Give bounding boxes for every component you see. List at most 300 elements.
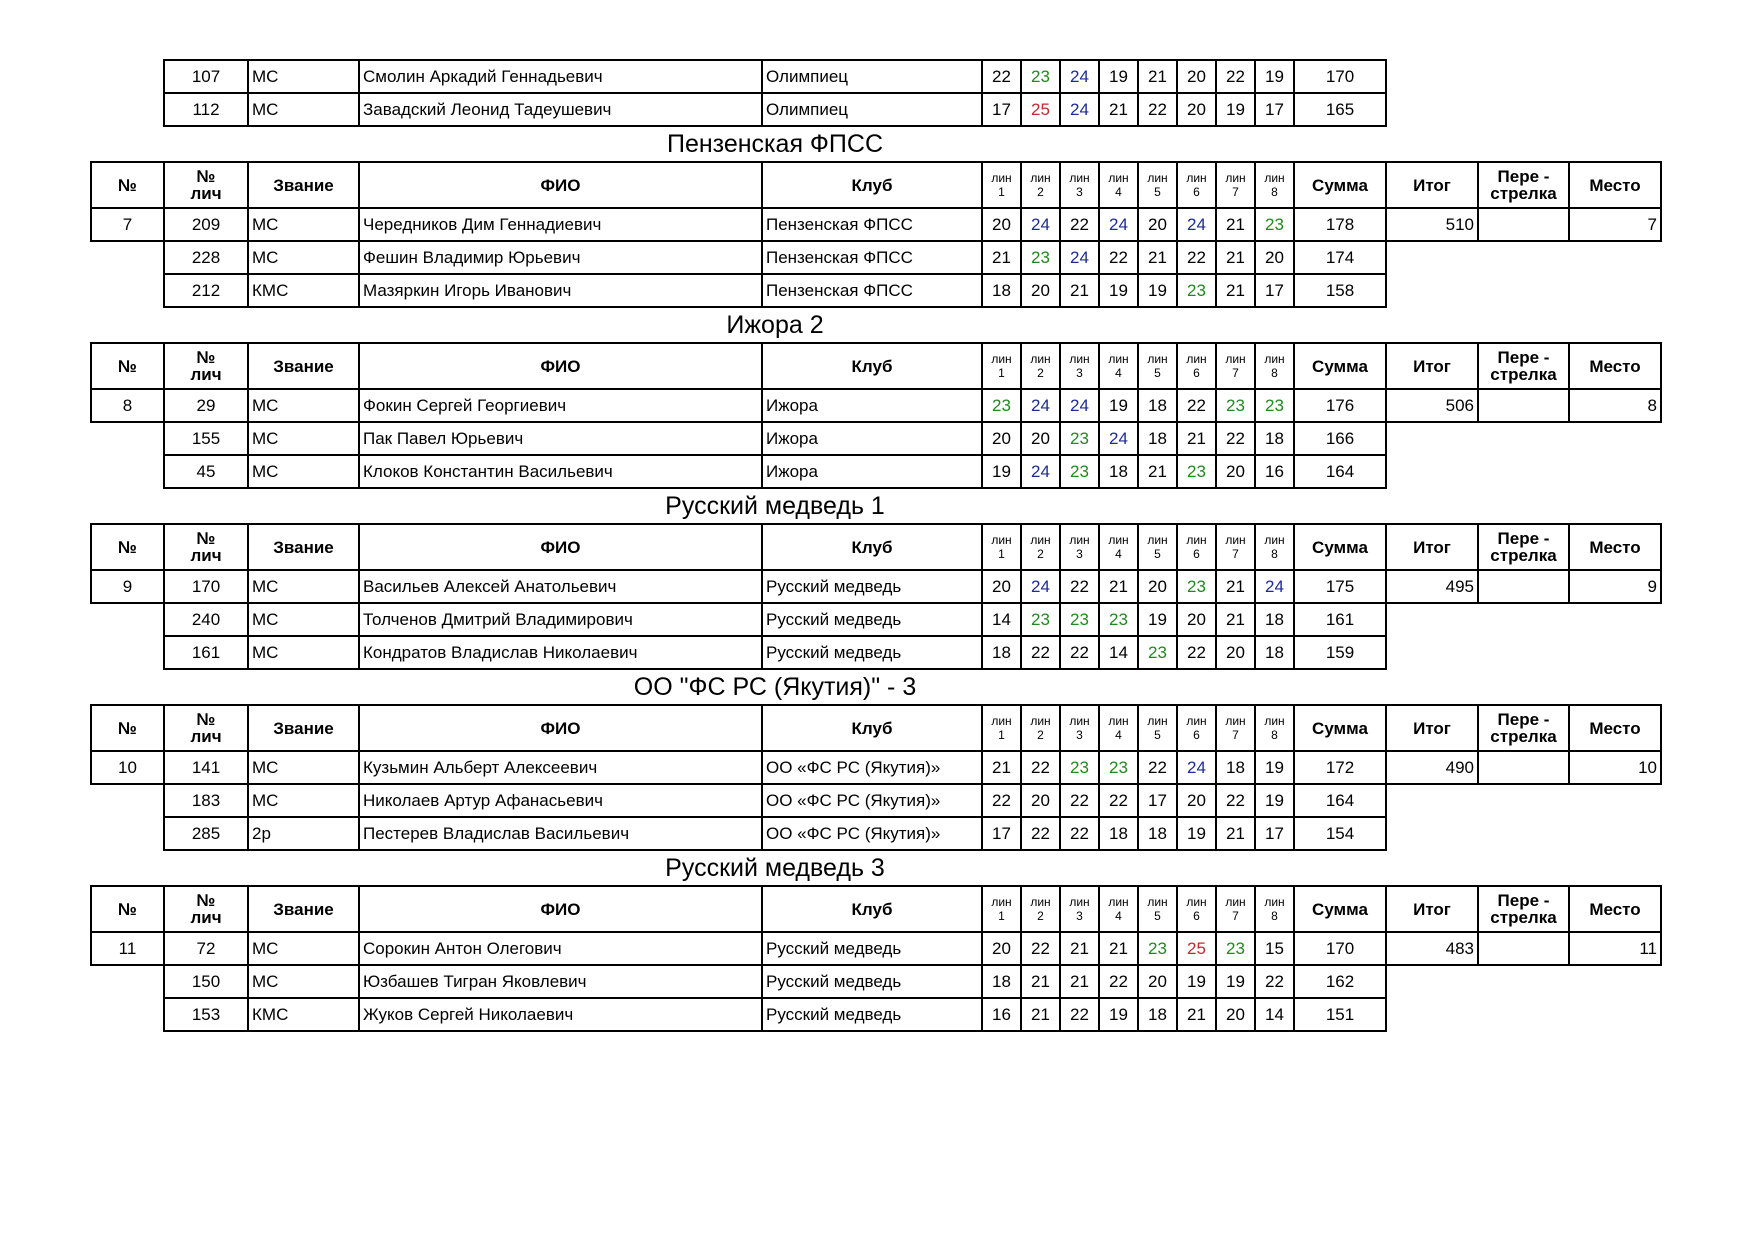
header-line-word: лин (1186, 714, 1207, 728)
header-personal-number-2: лич (190, 908, 222, 927)
header-line (1177, 705, 1216, 751)
header-num: № (91, 705, 164, 751)
line-score: 20 (1177, 603, 1216, 636)
table-header-row (91, 343, 1661, 389)
line-score: 17 (982, 817, 1021, 850)
full-name: Смолин Аркадий Геннадьевич (359, 60, 762, 93)
header-total: Итог (1386, 162, 1478, 208)
line-score: 24 (1177, 208, 1216, 241)
score-sum: 170 (1294, 932, 1386, 965)
line-score: 19 (1138, 603, 1177, 636)
score-sum: 176 (1294, 389, 1386, 422)
score-sum: 172 (1294, 751, 1386, 784)
score-sum: 151 (1294, 998, 1386, 1031)
line-score: 25 (1021, 93, 1060, 126)
header-num: № (91, 162, 164, 208)
empty-cell (91, 455, 164, 488)
score-sum: 158 (1294, 274, 1386, 307)
club: Ижора (762, 422, 982, 455)
rank: МС (248, 455, 359, 488)
empty-cell (1386, 274, 1661, 307)
header-line-word: лин (1264, 352, 1285, 366)
header-line (1060, 886, 1099, 932)
header-line-number: 6 (1193, 547, 1200, 561)
team-title-row (91, 850, 1661, 886)
table-header-row (91, 705, 1661, 751)
full-name: Мазяркин Игорь Иванович (359, 274, 762, 307)
empty-cell (91, 965, 164, 998)
full-name: Васильев Алексей Анатольевич (359, 570, 762, 603)
line-score: 23 (1099, 751, 1138, 784)
line-score: 22 (1060, 784, 1099, 817)
header-rank: Звание (248, 705, 359, 751)
header-name: ФИО (359, 886, 762, 932)
empty-cell (1386, 636, 1661, 669)
empty-cell (1386, 60, 1661, 93)
line-score: 21 (1216, 208, 1255, 241)
header-place: Место (1569, 886, 1661, 932)
header-line-word: лин (1147, 171, 1168, 185)
score-sum: 174 (1294, 241, 1386, 274)
header-line (1099, 705, 1138, 751)
line-score: 22 (1255, 965, 1294, 998)
full-name: Фокин Сергей Георгиевич (359, 389, 762, 422)
line-score: 22 (1021, 932, 1060, 965)
header-line-word: лин (1030, 895, 1051, 909)
header-line (1255, 705, 1294, 751)
header-line (1138, 162, 1177, 208)
empty-cell (91, 998, 164, 1031)
score-sum: 161 (1294, 603, 1386, 636)
line-score: 21 (1060, 274, 1099, 307)
line-score: 18 (1216, 751, 1255, 784)
header-line-number: 5 (1154, 547, 1161, 561)
header-personal-number (164, 886, 248, 932)
header-place: Место (1569, 343, 1661, 389)
line-score: 23 (982, 389, 1021, 422)
score-sum: 170 (1294, 60, 1386, 93)
club: Олимпиец (762, 60, 982, 93)
header-place: Место (1569, 705, 1661, 751)
header-personal-number-1: № (196, 167, 216, 186)
header-line-number: 1 (998, 366, 1005, 380)
header-line (1216, 886, 1255, 932)
rank: МС (248, 751, 359, 784)
header-line (1216, 162, 1255, 208)
line-score: 20 (1216, 998, 1255, 1031)
personal-number: 183 (164, 784, 248, 817)
header-line-number: 2 (1037, 909, 1044, 923)
header-name: ФИО (359, 162, 762, 208)
header-line (1138, 886, 1177, 932)
header-line (1255, 524, 1294, 570)
header-num: № (91, 343, 164, 389)
header-line-number: 8 (1271, 728, 1278, 742)
header-line (1216, 705, 1255, 751)
line-score: 23 (1099, 603, 1138, 636)
header-line-number: 2 (1037, 547, 1044, 561)
table-header-row (91, 886, 1661, 932)
header-line-word: лин (1147, 533, 1168, 547)
personal-number: 107 (164, 60, 248, 93)
line-score: 17 (1138, 784, 1177, 817)
header-personal-number (164, 705, 248, 751)
header-line-word: лин (1108, 352, 1129, 366)
table-row (91, 208, 1661, 241)
line-score: 22 (1060, 570, 1099, 603)
line-score: 25 (1177, 932, 1216, 965)
empty-cell (91, 603, 164, 636)
line-score: 22 (1138, 751, 1177, 784)
table-row (91, 422, 1661, 455)
line-score: 20 (1177, 93, 1216, 126)
header-line-number: 5 (1154, 366, 1161, 380)
line-score: 24 (1060, 60, 1099, 93)
line-score: 20 (1021, 784, 1060, 817)
line-score: 18 (982, 636, 1021, 669)
header-shootoff-2: стрелка (1490, 908, 1557, 927)
header-shootoff (1478, 524, 1569, 570)
header-rank: Звание (248, 524, 359, 570)
rank: МС (248, 636, 359, 669)
results-body (91, 60, 1661, 1031)
rank: МС (248, 60, 359, 93)
header-line-number: 8 (1271, 185, 1278, 199)
header-club: Клуб (762, 343, 982, 389)
header-line-number: 4 (1115, 909, 1122, 923)
header-line-number: 7 (1232, 728, 1239, 742)
header-line-word: лин (1264, 171, 1285, 185)
header-line (1021, 705, 1060, 751)
line-score: 22 (1021, 751, 1060, 784)
header-line-word: лин (991, 171, 1012, 185)
full-name: Завадский Леонид Тадеушевич (359, 93, 762, 126)
team-title: Пензенская ФПСС (666, 129, 884, 158)
line-score: 21 (982, 241, 1021, 274)
header-line-word: лин (1186, 533, 1207, 547)
line-score: 20 (982, 570, 1021, 603)
line-score: 20 (982, 208, 1021, 241)
line-score: 19 (1177, 817, 1216, 850)
header-line-number: 7 (1232, 547, 1239, 561)
line-score: 23 (1216, 389, 1255, 422)
header-line (982, 343, 1021, 389)
header-line-number: 2 (1037, 185, 1044, 199)
club: Русский медведь (762, 636, 982, 669)
line-score: 24 (1255, 570, 1294, 603)
header-line-number: 8 (1271, 547, 1278, 561)
team-title-row (91, 669, 1661, 705)
header-line (1060, 705, 1099, 751)
header-line (1099, 343, 1138, 389)
line-score: 19 (1099, 389, 1138, 422)
header-sum: Сумма (1294, 162, 1386, 208)
header-personal-number-1: № (196, 529, 216, 548)
header-personal-number-2: лич (190, 365, 222, 384)
rank: КМС (248, 998, 359, 1031)
full-name: Пестерев Владислав Васильевич (359, 817, 762, 850)
line-score: 20 (1138, 208, 1177, 241)
header-line-number: 4 (1115, 728, 1122, 742)
rank: МС (248, 422, 359, 455)
team-title: Ижора 2 (726, 310, 824, 339)
header-line-word: лин (1108, 714, 1129, 728)
team-total: 483 (1386, 932, 1478, 965)
team-title-row (91, 126, 1661, 162)
line-score: 22 (1099, 784, 1138, 817)
header-line (1060, 162, 1099, 208)
club: Русский медведь (762, 998, 982, 1031)
line-score: 24 (1177, 751, 1216, 784)
header-line-word: лин (1147, 352, 1168, 366)
line-score: 18 (1255, 636, 1294, 669)
full-name: Клоков Константин Васильевич (359, 455, 762, 488)
line-score: 22 (1216, 422, 1255, 455)
team-number: 8 (91, 389, 164, 422)
club: Русский медведь (762, 570, 982, 603)
personal-number: 141 (164, 751, 248, 784)
line-score: 23 (1021, 60, 1060, 93)
line-score: 22 (1099, 241, 1138, 274)
header-line (1060, 524, 1099, 570)
header-line (1138, 705, 1177, 751)
line-score: 21 (1138, 455, 1177, 488)
rank: МС (248, 389, 359, 422)
team-title: ОО "ФС РС (Якутия)" - 3 (633, 672, 917, 701)
header-line-word: лин (991, 714, 1012, 728)
line-score: 18 (1138, 422, 1177, 455)
rank: КМС (248, 274, 359, 307)
header-line-word: лин (1225, 352, 1246, 366)
header-total: Итог (1386, 705, 1478, 751)
header-sum: Сумма (1294, 524, 1386, 570)
line-score: 18 (1255, 603, 1294, 636)
line-score: 19 (1216, 93, 1255, 126)
line-score: 14 (982, 603, 1021, 636)
line-score: 21 (1216, 817, 1255, 850)
line-score: 19 (1216, 965, 1255, 998)
table-row (91, 93, 1661, 126)
header-club: Клуб (762, 886, 982, 932)
personal-number: 29 (164, 389, 248, 422)
rank: 2р (248, 817, 359, 850)
header-name: ФИО (359, 705, 762, 751)
score-sum: 154 (1294, 817, 1386, 850)
line-score: 24 (1021, 208, 1060, 241)
shootoff (1478, 389, 1569, 422)
personal-number: 209 (164, 208, 248, 241)
header-line-word: лин (1030, 714, 1051, 728)
empty-cell (91, 274, 164, 307)
header-shootoff-1: Пере - (1497, 167, 1550, 186)
header-shootoff-1: Пере - (1497, 891, 1550, 910)
header-line-word: лин (991, 533, 1012, 547)
line-score: 18 (1138, 998, 1177, 1031)
header-club: Клуб (762, 162, 982, 208)
header-line-word: лин (1069, 352, 1090, 366)
line-score: 19 (1255, 784, 1294, 817)
rank: МС (248, 208, 359, 241)
header-shootoff-1: Пере - (1497, 529, 1550, 548)
header-line (1255, 343, 1294, 389)
club: Олимпиец (762, 93, 982, 126)
header-line-number: 5 (1154, 909, 1161, 923)
team-number: 7 (91, 208, 164, 241)
score-sum: 175 (1294, 570, 1386, 603)
shootoff (1478, 570, 1569, 603)
line-score: 23 (1255, 208, 1294, 241)
club: Русский медведь (762, 932, 982, 965)
header-line-word: лин (1147, 714, 1168, 728)
header-personal-number-2: лич (190, 727, 222, 746)
full-name: Пак Павел Юрьевич (359, 422, 762, 455)
shootoff (1478, 932, 1569, 965)
line-score: 22 (1060, 998, 1099, 1031)
header-club: Клуб (762, 705, 982, 751)
header-line (1216, 343, 1255, 389)
header-line-word: лин (1030, 171, 1051, 185)
line-score: 21 (1138, 60, 1177, 93)
line-score: 22 (1099, 965, 1138, 998)
score-sum: 166 (1294, 422, 1386, 455)
line-score: 19 (1255, 60, 1294, 93)
header-line-word: лин (1186, 352, 1207, 366)
header-line (1255, 886, 1294, 932)
header-personal-number (164, 343, 248, 389)
score-sum: 164 (1294, 455, 1386, 488)
line-score: 19 (982, 455, 1021, 488)
header-shootoff (1478, 705, 1569, 751)
line-score: 18 (1138, 817, 1177, 850)
header-line (1021, 343, 1060, 389)
header-shootoff (1478, 886, 1569, 932)
personal-number: 285 (164, 817, 248, 850)
header-line-word: лин (1225, 171, 1246, 185)
empty-cell (91, 307, 164, 343)
club: Пензенская ФПСС (762, 241, 982, 274)
header-personal-number-2: лич (190, 184, 222, 203)
line-score: 24 (1060, 389, 1099, 422)
score-sum: 165 (1294, 93, 1386, 126)
table-row (91, 241, 1661, 274)
line-score: 22 (1216, 60, 1255, 93)
empty-cell (1386, 603, 1661, 636)
line-score: 20 (1138, 570, 1177, 603)
line-score: 24 (1099, 422, 1138, 455)
line-score: 21 (1216, 241, 1255, 274)
line-score: 24 (1060, 241, 1099, 274)
header-line-word: лин (1108, 533, 1129, 547)
line-score: 14 (1099, 636, 1138, 669)
header-shootoff-1: Пере - (1497, 710, 1550, 729)
team-total: 506 (1386, 389, 1478, 422)
line-score: 22 (1177, 241, 1216, 274)
header-line (1216, 524, 1255, 570)
header-line-word: лин (1108, 895, 1129, 909)
line-score: 22 (1138, 93, 1177, 126)
line-score: 15 (1255, 932, 1294, 965)
header-line-word: лин (1069, 171, 1090, 185)
header-line-number: 1 (998, 547, 1005, 561)
personal-number: 112 (164, 93, 248, 126)
line-score: 20 (1021, 422, 1060, 455)
header-line-number: 6 (1193, 366, 1200, 380)
header-line-number: 8 (1271, 366, 1278, 380)
team-number: 11 (91, 932, 164, 965)
team-number: 9 (91, 570, 164, 603)
empty-cell (1386, 455, 1661, 488)
header-num: № (91, 886, 164, 932)
line-score: 19 (1099, 60, 1138, 93)
line-score: 17 (1255, 274, 1294, 307)
header-line (1099, 162, 1138, 208)
full-name: Фешин Владимир Юрьевич (359, 241, 762, 274)
header-line (1138, 524, 1177, 570)
team-place: 9 (1569, 570, 1661, 603)
header-line (1021, 524, 1060, 570)
header-line-number: 6 (1193, 728, 1200, 742)
header-shootoff-2: стрелка (1490, 184, 1557, 203)
line-score: 20 (1138, 965, 1177, 998)
line-score: 21 (1138, 241, 1177, 274)
header-total: Итог (1386, 343, 1478, 389)
personal-number: 150 (164, 965, 248, 998)
line-score: 19 (1099, 998, 1138, 1031)
personal-number: 153 (164, 998, 248, 1031)
header-line-word: лин (1264, 895, 1285, 909)
results-table (90, 59, 1662, 1032)
header-shootoff-2: стрелка (1490, 546, 1557, 565)
line-score: 21 (982, 751, 1021, 784)
score-sum: 178 (1294, 208, 1386, 241)
rank: МС (248, 570, 359, 603)
team-place: 7 (1569, 208, 1661, 241)
line-score: 18 (982, 965, 1021, 998)
personal-number: 240 (164, 603, 248, 636)
header-sum: Сумма (1294, 705, 1386, 751)
table-row (91, 965, 1661, 998)
header-rank: Звание (248, 343, 359, 389)
personal-number: 155 (164, 422, 248, 455)
rank: МС (248, 965, 359, 998)
line-score: 23 (1060, 455, 1099, 488)
header-line (1099, 524, 1138, 570)
header-personal-number-1: № (196, 710, 216, 729)
header-line-word: лин (1225, 895, 1246, 909)
personal-number: 72 (164, 932, 248, 965)
club: Русский медведь (762, 603, 982, 636)
header-line-number: 4 (1115, 366, 1122, 380)
header-rank: Звание (248, 162, 359, 208)
header-line-number: 7 (1232, 185, 1239, 199)
header-name: ФИО (359, 524, 762, 570)
full-name: Толченов Дмитрий Владимирович (359, 603, 762, 636)
line-score: 24 (1021, 570, 1060, 603)
header-personal-number-2: лич (190, 546, 222, 565)
header-shootoff-1: Пере - (1497, 348, 1550, 367)
header-rank: Звание (248, 886, 359, 932)
header-line-number: 3 (1076, 185, 1083, 199)
line-score: 19 (1255, 751, 1294, 784)
club: Пензенская ФПСС (762, 274, 982, 307)
line-score: 20 (982, 932, 1021, 965)
personal-number: 212 (164, 274, 248, 307)
header-line-word: лин (1225, 714, 1246, 728)
header-line (1021, 886, 1060, 932)
team-place: 8 (1569, 389, 1661, 422)
line-score: 17 (1255, 93, 1294, 126)
rank: МС (248, 603, 359, 636)
